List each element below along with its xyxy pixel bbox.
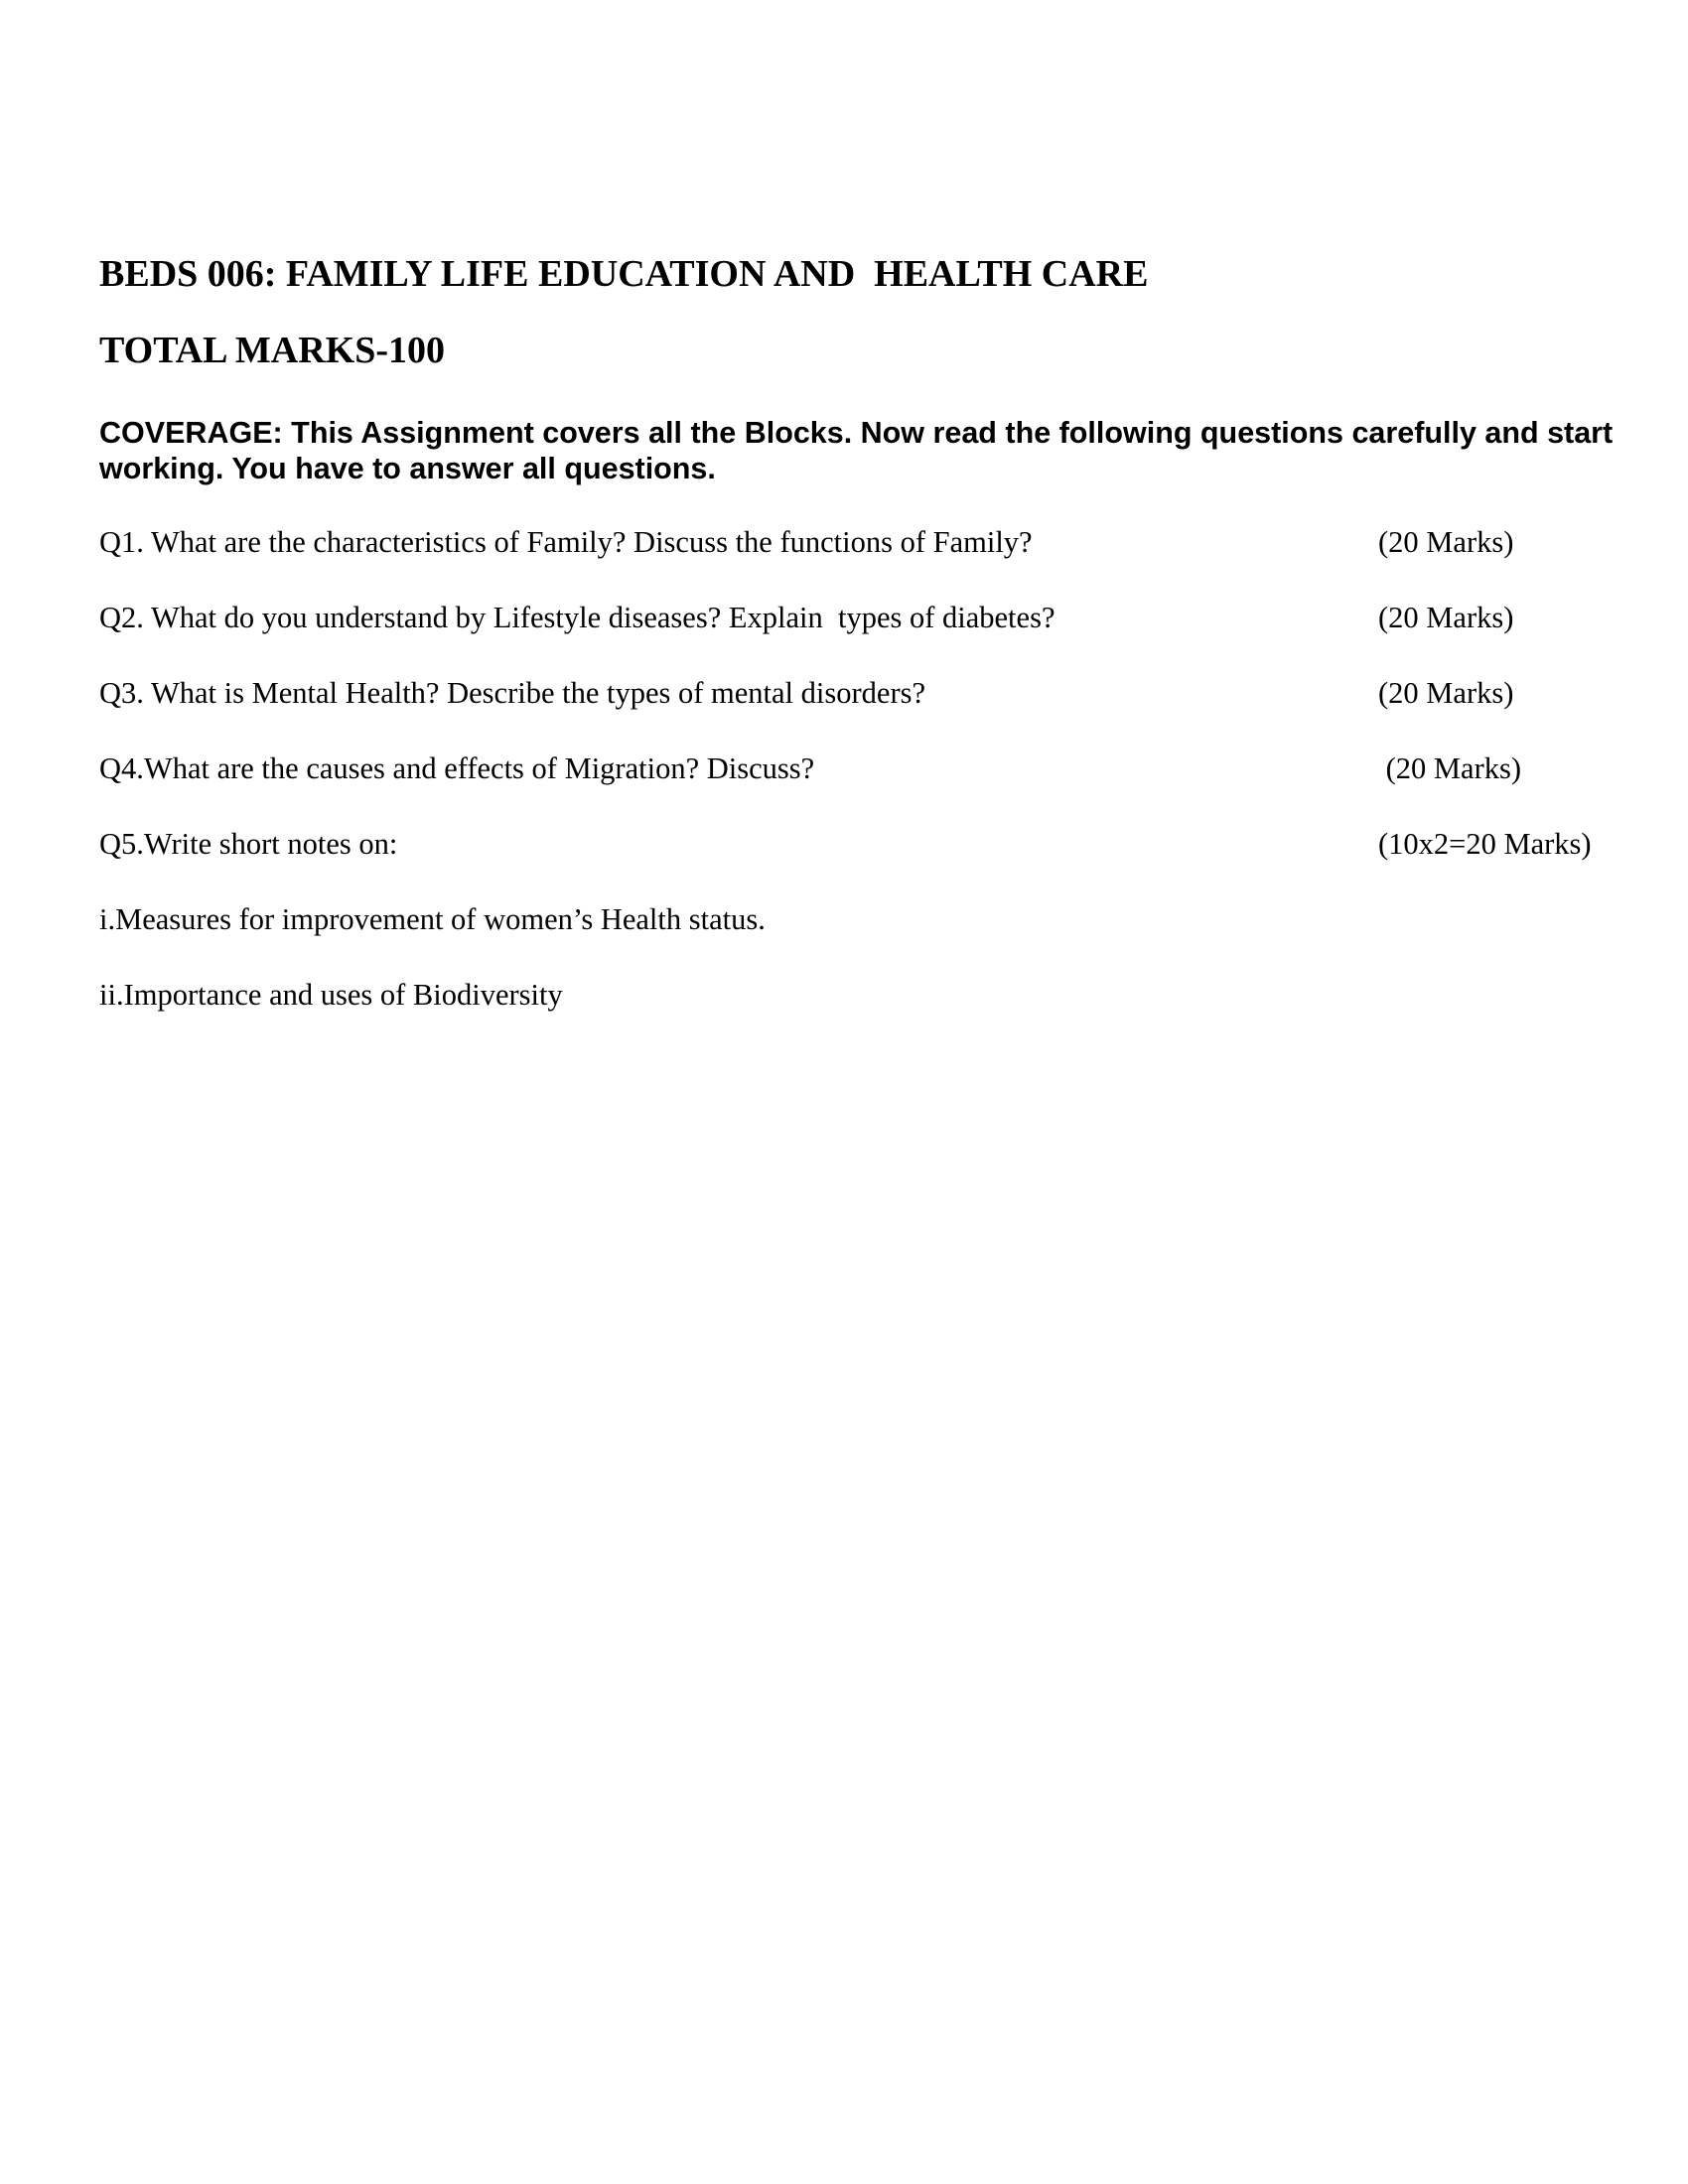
question-text: Q4.What are the causes and effects of Migration? Discuss? xyxy=(99,751,815,785)
question-marks: (20 Marks) xyxy=(1378,751,1521,785)
question-text: Q2. What do you understand by Lifestyle diseases? Explain types of diabetes? xyxy=(99,601,1055,634)
question-text: Q3. What is Mental Health? Describe the types of mental disorders? xyxy=(99,676,926,710)
question-marks: (20 Marks) xyxy=(1378,601,1514,634)
question-text: Q5.Write short notes on: xyxy=(99,827,398,861)
coverage-instructions: COVERAGE: This Assignment covers all the Blocks. Now read the following questions carefully and start working. You have to answer all questions. xyxy=(99,416,1614,485)
short-note-item: i.Measures for improvement of women’s Health status. xyxy=(99,902,766,936)
total-marks: TOTAL MARKS-100 xyxy=(99,330,446,371)
question-marks: (20 Marks) xyxy=(1378,525,1514,559)
question-marks: (20 Marks) xyxy=(1378,676,1514,710)
short-note-item: ii.Importance and uses of Biodiversity xyxy=(99,978,563,1012)
question-marks: (10x2=20 Marks) xyxy=(1378,827,1592,861)
question-text: Q1. What are the characteristics of Family? Discuss the functions of Family? xyxy=(99,525,1033,559)
course-title: BEDS 006: FAMILY LIFE EDUCATION AND HEALTH CARE xyxy=(99,253,1149,295)
